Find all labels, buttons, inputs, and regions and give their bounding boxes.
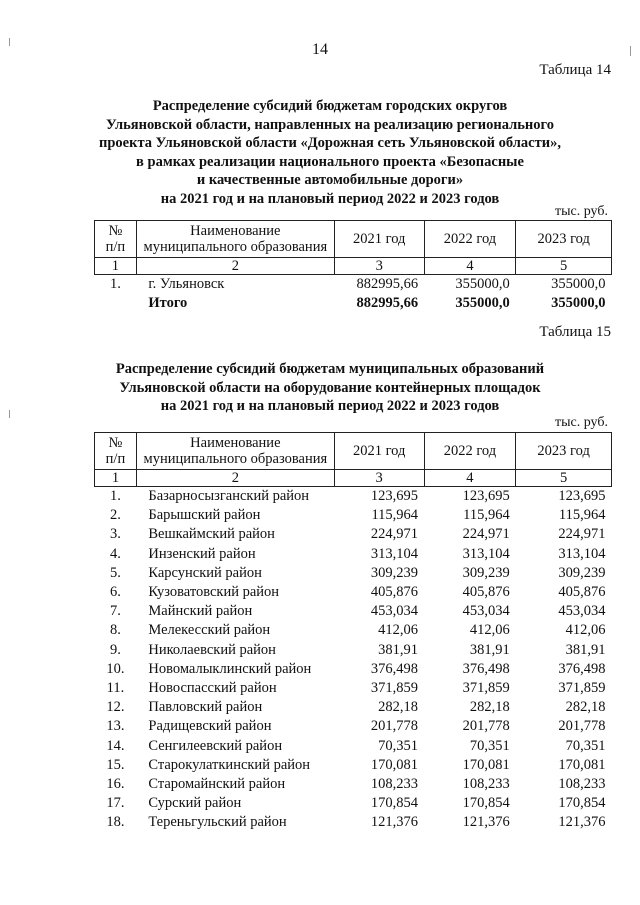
row-name: Сурский район bbox=[148, 795, 242, 812]
row-2021: 201,778 bbox=[370, 718, 419, 735]
table-row bbox=[95, 813, 612, 832]
row-name: Карсунский район bbox=[148, 564, 262, 581]
row-num: 12. bbox=[106, 699, 125, 716]
table-row bbox=[95, 737, 612, 756]
row-name: Радищевский район bbox=[148, 718, 272, 735]
row-2022: 355000,0 bbox=[455, 276, 510, 292]
row-2023: 115,964 bbox=[558, 507, 606, 524]
title-line: и качественные автомобильные дороги» bbox=[196, 172, 464, 188]
row-2021: 405,876 bbox=[370, 584, 419, 601]
row-num: 17. bbox=[106, 795, 125, 812]
row-2021: 371,859 bbox=[370, 680, 419, 697]
header-num: № п/п bbox=[95, 221, 137, 258]
table-row bbox=[95, 275, 612, 295]
row-2021: 115,964 bbox=[371, 507, 419, 524]
row-name: Павловский район bbox=[148, 699, 263, 716]
row-2022: 108,233 bbox=[462, 776, 510, 793]
table-row bbox=[95, 506, 612, 525]
header-2022: 2022 год bbox=[424, 433, 516, 470]
row-name: Тереньгульский район bbox=[148, 814, 287, 831]
table14-unit: тыс. руб. bbox=[555, 204, 608, 219]
table15 bbox=[94, 432, 612, 833]
table-row bbox=[95, 641, 612, 660]
row-2023: 170,081 bbox=[558, 756, 606, 773]
row-2023: 355000,0 bbox=[551, 276, 606, 292]
row-name: Старокулаткинский район bbox=[148, 756, 311, 773]
index-cell: 2 bbox=[136, 258, 334, 275]
row-2021: 170,081 bbox=[370, 756, 419, 773]
row-name: Майнский район bbox=[148, 603, 253, 620]
table14 bbox=[94, 220, 612, 313]
row-name: Сенгилеевский район bbox=[148, 737, 283, 754]
row-2021: 381,91 bbox=[378, 641, 419, 658]
row-num: 8. bbox=[110, 622, 121, 639]
index-cell: 4 bbox=[424, 470, 516, 487]
index-cell: 1 bbox=[95, 470, 137, 487]
row-num: 3. bbox=[110, 526, 121, 543]
row-2021: 376,498 bbox=[370, 660, 419, 677]
table-row bbox=[95, 525, 612, 544]
row-2023: 108,233 bbox=[558, 776, 606, 793]
row-2022: 201,778 bbox=[462, 718, 510, 735]
row-num: 15. bbox=[106, 756, 125, 773]
table-row bbox=[95, 602, 612, 621]
row-num: 16. bbox=[106, 776, 125, 793]
margin-mark bbox=[9, 410, 10, 418]
row-num: 7. bbox=[110, 603, 121, 620]
table-row bbox=[95, 583, 612, 602]
row-2021: 412,06 bbox=[378, 622, 419, 639]
row-2021: 309,239 bbox=[370, 564, 419, 581]
row-2022: 453,034 bbox=[462, 603, 510, 620]
table14-title bbox=[60, 97, 600, 208]
title-line: Ульяновской области на оборудование контейнерных площадок bbox=[119, 379, 541, 396]
row-2023: 70,351 bbox=[565, 737, 606, 754]
row-2023: 405,876 bbox=[558, 584, 606, 601]
row-2021: 121,376 bbox=[370, 814, 419, 831]
row-num: 6. bbox=[110, 584, 121, 601]
row-2021: 123,695 bbox=[370, 488, 419, 504]
header-2021: 2021 год bbox=[334, 433, 424, 470]
index-cell: 2 bbox=[136, 470, 334, 487]
row-2022: 123,695 bbox=[462, 488, 510, 504]
row-2022: 115,964 bbox=[463, 507, 510, 524]
total-2023: 355000,0 bbox=[551, 295, 606, 312]
page-number: 14 bbox=[312, 41, 328, 58]
table-row bbox=[95, 794, 612, 813]
header-2021: 2021 год bbox=[334, 221, 424, 258]
index-cell: 5 bbox=[516, 470, 612, 487]
row-num: 9. bbox=[110, 641, 121, 658]
table15-label: Таблица 15 bbox=[539, 324, 611, 340]
title-line: проекта Ульяновской области «Дорожная сеть Ульяновской области», bbox=[99, 135, 561, 151]
header-num: № п/п bbox=[95, 433, 137, 470]
row-2023: 121,376 bbox=[558, 814, 606, 831]
row-2023: 309,239 bbox=[558, 564, 606, 581]
column-index-row bbox=[95, 470, 612, 487]
row-name: Новомалыклинский район bbox=[148, 660, 312, 677]
row-2021: 70,351 bbox=[378, 737, 419, 754]
row-num: 4. bbox=[110, 545, 121, 562]
row-2022: 309,239 bbox=[462, 564, 510, 581]
row-name: Мелекесский район bbox=[148, 622, 271, 639]
row-2022: 170,854 bbox=[462, 795, 510, 812]
row-2022: 313,104 bbox=[462, 545, 510, 562]
row-2022: 371,859 bbox=[462, 680, 510, 697]
index-cell: 3 bbox=[334, 470, 424, 487]
table-row bbox=[95, 698, 612, 717]
table15-unit: тыс. руб. bbox=[555, 415, 608, 430]
row-name: Инзенский район bbox=[148, 545, 256, 562]
column-index-row bbox=[95, 258, 612, 275]
total-2022: 355000,0 bbox=[455, 295, 510, 312]
row-2021: 170,854 bbox=[370, 795, 419, 812]
row-name: Новоспасский район bbox=[148, 680, 277, 697]
row-2021: 453,034 bbox=[370, 603, 419, 620]
row-num: 2. bbox=[110, 507, 121, 524]
row-2022: 405,876 bbox=[462, 584, 510, 601]
row-2022: 381,91 bbox=[469, 641, 510, 658]
row-name: Базарносызганский район bbox=[148, 488, 310, 504]
row-2022: 70,351 bbox=[469, 737, 510, 754]
row-name: Николаевский район bbox=[148, 641, 276, 658]
table15-title bbox=[60, 360, 600, 416]
row-2021: 224,971 bbox=[370, 526, 419, 543]
row-name: Вешкаймский район bbox=[148, 526, 275, 543]
title-line: на 2021 год и на плановый период 2022 и 2023 годов bbox=[160, 398, 500, 414]
row-num: 14. bbox=[106, 737, 125, 754]
table-row bbox=[95, 679, 612, 698]
index-cell: 1 bbox=[95, 258, 137, 275]
table-row bbox=[95, 487, 612, 507]
row-2023: 412,06 bbox=[565, 622, 606, 639]
header-2022: 2022 год bbox=[424, 221, 516, 258]
row-2023: 201,778 bbox=[558, 718, 606, 735]
row-num: 13. bbox=[106, 718, 125, 735]
table-row bbox=[95, 564, 612, 583]
header-name: Наименование муниципального образования bbox=[136, 221, 334, 258]
row-2023: 376,498 bbox=[558, 660, 606, 677]
row-2023: 170,854 bbox=[558, 795, 606, 812]
title-line: Распределение субсидий бюджетам муниципальных образований bbox=[115, 361, 545, 377]
table-row bbox=[95, 660, 612, 679]
row-name: г. Ульяновск bbox=[148, 276, 225, 292]
total-label: Итого bbox=[148, 295, 188, 312]
row-2022: 224,971 bbox=[462, 526, 510, 543]
total-2021: 882995,66 bbox=[356, 295, 419, 312]
row-2021: 882995,66 bbox=[356, 276, 419, 292]
row-num: 5. bbox=[110, 564, 121, 581]
row-2021: 313,104 bbox=[370, 545, 419, 562]
row-num: 11. bbox=[106, 680, 125, 697]
table-header-row bbox=[95, 433, 612, 470]
table-row bbox=[95, 775, 612, 794]
row-2021: 282,18 bbox=[378, 699, 419, 716]
row-2023: 224,971 bbox=[558, 526, 606, 543]
row-2022: 282,18 bbox=[469, 699, 510, 716]
title-line: Ульяновской области, направленных на реализацию регионального bbox=[105, 116, 554, 133]
table-header-row bbox=[95, 221, 612, 258]
title-line: Распределение субсидий бюджетам городских округов bbox=[152, 98, 508, 114]
index-cell: 5 bbox=[516, 258, 612, 275]
total-num bbox=[95, 294, 137, 313]
row-num: 1. bbox=[109, 276, 121, 292]
row-2021: 108,233 bbox=[370, 776, 419, 793]
title-line: на 2021 год и на плановый период 2022 и 2023 годов bbox=[160, 190, 500, 207]
header-name: Наименование муниципального образования bbox=[136, 433, 334, 470]
table-row bbox=[95, 756, 612, 775]
table-row bbox=[95, 545, 612, 564]
row-2023: 371,859 bbox=[558, 680, 606, 697]
row-name: Барышский район bbox=[148, 507, 261, 524]
index-cell: 3 bbox=[334, 258, 424, 275]
title-line: в рамках реализации национального проекта «Безопасные bbox=[136, 153, 524, 170]
table-row bbox=[95, 621, 612, 640]
row-2022: 376,498 bbox=[462, 660, 510, 677]
index-cell: 4 bbox=[424, 258, 516, 275]
row-name: Кузоватовский район bbox=[148, 584, 280, 601]
total-row bbox=[95, 294, 612, 313]
table14-label: Таблица 14 bbox=[539, 62, 611, 78]
row-2023: 381,91 bbox=[565, 641, 606, 658]
row-num: 10. bbox=[106, 660, 125, 677]
table-row bbox=[95, 717, 612, 736]
row-num: 18. bbox=[106, 814, 125, 831]
row-2022: 412,06 bbox=[469, 622, 510, 639]
row-num: 1. bbox=[110, 488, 121, 504]
row-2023: 313,104 bbox=[558, 545, 606, 562]
row-2022: 170,081 bbox=[462, 756, 510, 773]
row-2023: 282,18 bbox=[565, 699, 606, 716]
row-name: Старомайнский район bbox=[148, 776, 286, 793]
row-2022: 121,376 bbox=[462, 814, 510, 831]
header-2023: 2023 год bbox=[516, 221, 612, 258]
row-2023: 123,695 bbox=[558, 488, 606, 504]
header-2023: 2023 год bbox=[516, 433, 612, 470]
row-2023: 453,034 bbox=[558, 603, 606, 620]
